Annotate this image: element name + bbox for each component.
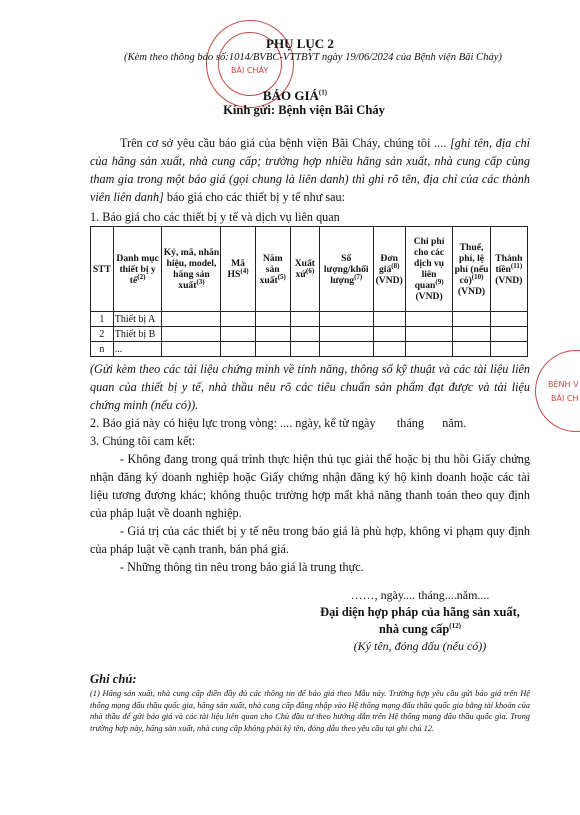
side-stamp-text-1: BỆNH V <box>548 380 579 389</box>
table-cell-stt: 2 <box>91 327 114 342</box>
footnote-heading: Ghi chú: <box>90 672 137 686</box>
commitment-1: - Không đang trong quá trình thực hiện thủ tục giải thể hoặc bị thu hồi Giấy chứng nhận đăng ký doanh nghiệp hoặc Giấy chứng nhận đăng ký hộ kinh doanh hoặc các tài liệu tương đương khác; không thuộc trường hợp mất khả năng thanh toán theo quy định của pháp luật về doanh nghiệp. <box>90 452 530 520</box>
intro-lead: Trên cơ sở yêu cầu báo giá của bệnh viện Bãi Cháy, chúng tôi .... <box>120 136 451 150</box>
intro-tail: báo giá cho các thiết bị y tế như sau: <box>163 190 346 204</box>
table-cell-item: Thiết bị A <box>113 312 162 327</box>
col-header-origin: Xuất xứ$^{(6)}$ <box>290 227 319 312</box>
table-cell-stt: n <box>91 342 114 357</box>
col-header-item: Danh mục thiết bị y tế$^{(2)}$ <box>113 227 162 312</box>
col-header-unit-price: Đơn giá$^{(8)}$ (VND) <box>373 227 405 312</box>
side-stamp <box>535 350 580 432</box>
col-header-quantity: Số lượng/khối lượng$^{(7)}$ <box>319 227 373 312</box>
recipient-line: Kính gửi: Bệnh viện Bãi Cháy <box>223 103 385 117</box>
quotation-table <box>90 226 528 357</box>
col-header-year: Năm sản xuất$^{(5)}$ <box>255 227 290 312</box>
quotation-title <box>0 88 580 104</box>
signature-rep-text: nhà cung cấp <box>379 622 450 636</box>
commitment-2: - Giá trị của các thiết bị y tế nêu trong báo giá là phù hợp, không vi phạm quy định của pháp luật về cạnh tranh, bán phá giá. <box>90 524 530 556</box>
footnote-1: (1) Hãng sản xuất, nhà cung cấp điền đầy đủ các thông tin để báo giá theo Mẫu này. Trường hợp yêu cầu gửi báo giá trên Hệ thống mạng đấu thầu quốc gia, hãng sản xuất, nhà cung cấp đăng nhập vào Hệ thống mạng đấu thầu quốc gia bằng tài khoản của nhà thầu để gửi báo giá và các tài liệu liên quan cho Chủ đầu tư theo hướng dẫn trên Hệ thống mạng đấu thầu quốc gia. Trong trường hợp này, hãng sản xuất, nhà cung cấp không phải ký tên, đóng dấu theo yêu cầu tại ghi chú 12. <box>90 689 530 733</box>
side-stamp-text-2: BÃI CH <box>551 394 579 403</box>
table-cell-stt: 1 <box>91 312 114 327</box>
section-3-heading: 3. Chúng tôi cam kết: <box>90 434 196 448</box>
section-1-heading: 1. Báo giá cho các thiết bị y tế và dịch vụ liên quan <box>90 210 340 224</box>
signature-rep-line-1: Đại diện hợp pháp của hãng sản xuất, <box>320 605 520 619</box>
intro-paragraph <box>90 134 530 206</box>
table-row <box>91 312 528 327</box>
commitment-3: - Những thông tin nêu trong báo giá là trung thực. <box>120 560 364 574</box>
col-header-service-cost: Chi phí cho các dịch vụ liên quan$^{(9)}$ (VND) <box>405 227 453 312</box>
signature-rep-sup: (12) <box>449 621 461 630</box>
section-2-validity: 2. Báo giá này có hiệu lực trong vòng: .... ngày, kể từ ngày tháng năm. <box>90 416 467 430</box>
appendix-title: PHỤ LỤC 2 <box>266 36 334 51</box>
table-cell-item: ... <box>113 342 162 357</box>
table-header-row <box>91 227 528 312</box>
col-header-tax: Thuế, phí, lệ phí (nếu có)$^{(10)}$ (VND) <box>453 227 490 312</box>
signature-note: (Ký tên, đóng dấu (nếu có)) <box>353 639 487 653</box>
table-cell-item: Thiết bị B <box>113 327 162 342</box>
signature-rep-line-2 <box>290 622 550 637</box>
col-header-stt: STT <box>91 227 114 312</box>
col-header-hs-code: Mã HS$^{(4)}$ <box>221 227 255 312</box>
quotation-title-text: BÁO GIÁ <box>262 88 319 103</box>
table-row <box>91 342 528 357</box>
attachment-note: (Gửi kèm theo các tài liệu chứng minh về tính năng, thông số kỹ thuật và các tài liệu liên quan của thiết bị y tế, nhà thầu nêu rõ các tiêu chuẩn sản phẩm đạt được và tài liệu chứng minh (nếu có)). <box>90 362 530 412</box>
col-header-model: Ký, mã, nhãn hiệu, model, hãng sản xuất$^{(3)}$ <box>162 227 221 312</box>
stamp-text: BÃI CHÁY <box>231 66 269 75</box>
col-header-total: Thành tiền$^{(11)}$ (VND) <box>490 227 527 312</box>
intro-italic: [ghi tên, địa chỉ của hãng sản xuất, nhà cung cấp; trường hợp nhiều hãng sản xuất, nhà cung cấp cùng tham gia trong một báo giá (gọi chung là liên danh) thì ghi rõ tên, địa chỉ của các thành viên liên danh] <box>90 136 530 204</box>
appendix-subtitle: (Kèm theo thông báo số:1014/BVBC-VTTBYT ngày 19/06/2024 của Bệnh viện Bãi Cháy) <box>124 52 502 63</box>
signature-date-line: ……, ngày.... tháng....năm.... <box>350 588 490 602</box>
quotation-title-sup: (1) <box>318 88 328 97</box>
table-row <box>91 327 528 342</box>
